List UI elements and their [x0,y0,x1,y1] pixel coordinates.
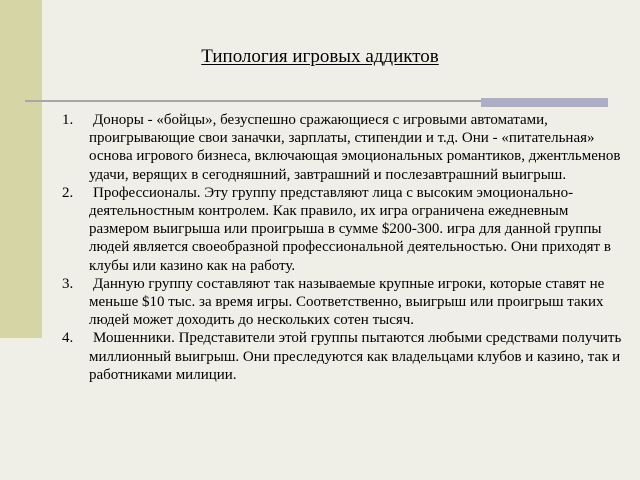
list-item-text: Мошенники. Представители этой группы пытаются любыми средствами получить миллионный выигрыш. Они преследуются как владельцами клубов и казино, так и работниками милиции. [89,330,622,383]
slide-title: Типология игровых аддиктов [201,46,439,67]
list-item [62,329,627,384]
list-item-number: 4. [62,330,74,347]
addict-types-list [62,111,627,384]
list-item [62,275,627,330]
list-item-text: Профессионалы. Эту группу представляют лица с высоким эмоционально-деятельностным контролем. Как правило, их игра ограничена ежедневным размером выигрыша или проигрыша в сумме $200-300. игра для данной группы людей является своеобразной профессиональной деятельностью. Они приходят в клубы или казино как на работу. [89,184,611,274]
list-item [62,184,627,275]
list-item-text: Доноры - «бойцы», безуспешно сражающиеся с игровыми автоматами, проигрывающие свои заначки, зарплаты, стипендии и т.д. Они - «питательная» основа игрового бизнеса, включающая эмоциональных романтиков, джентльменов удачи, верящих в сегодняшний, завтрашний и послезавтрашний выигрыш. [89,112,621,183]
list-item [62,111,627,184]
list-item-number: 1. [62,112,74,128]
divider-accent-block [481,98,608,107]
list-item-number: 2. [62,184,74,201]
list-item-number: 3. [62,275,74,292]
list-item-text: Данную группу составляют так называемые крупные игроки, которые ставят не меньше $10 тыс. за время игры. Соответственно, выигрыш или проигрыш таких людей может доходить до нескольких сотен тысяч. [89,275,605,329]
